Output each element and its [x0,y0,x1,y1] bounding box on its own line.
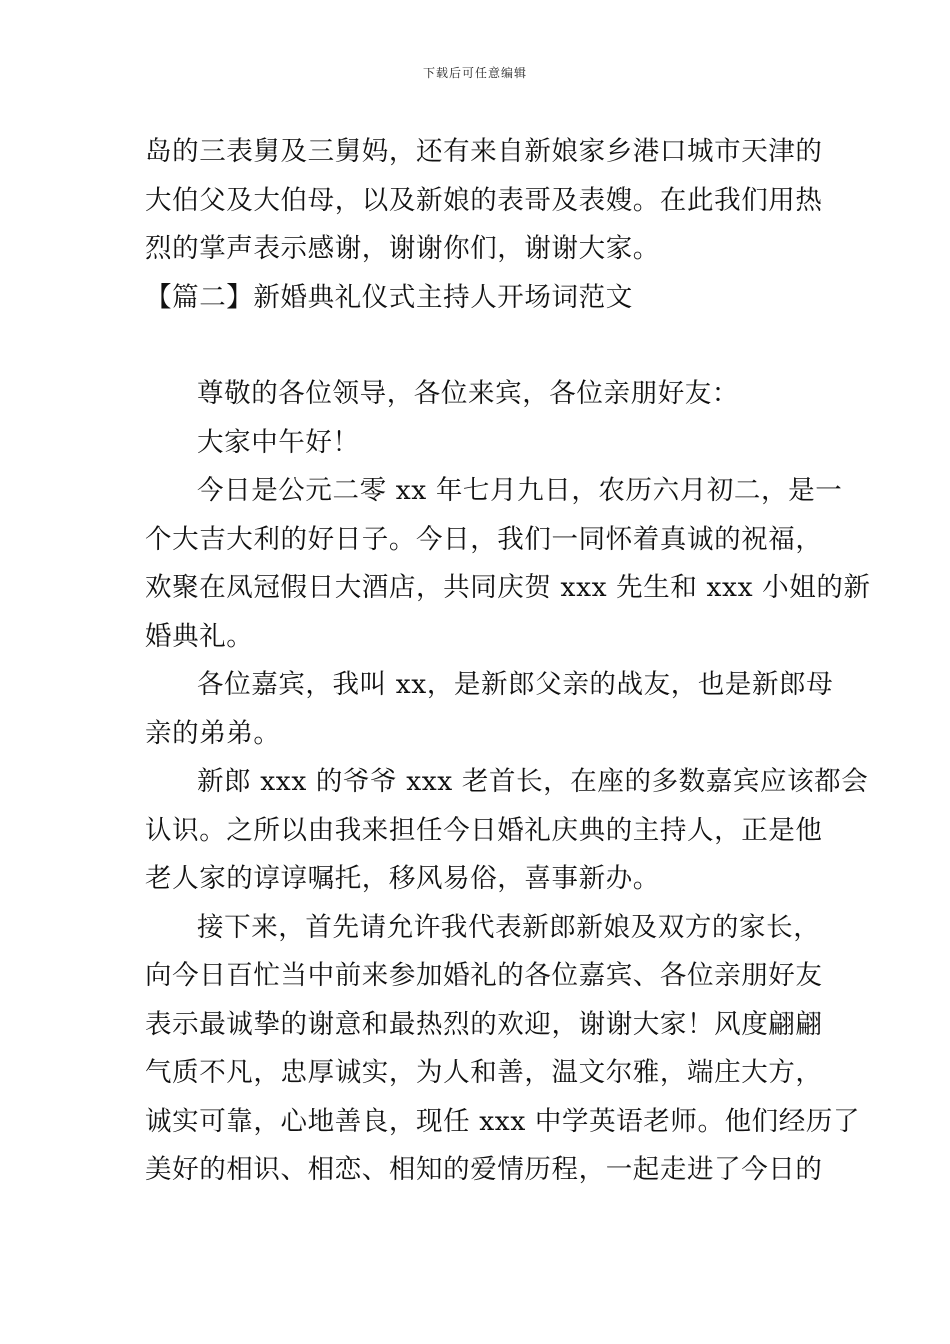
paragraph-line: 气质不凡，忠厚诚实，为人和善，温文尔雅，端庄大方， [145,1057,823,1088]
paragraph-line: 向今日百忙当中前来参加婚礼的各位嘉宾、各位亲朋好友 [145,960,823,991]
document-body [145,128,871,1195]
blank-line [145,322,810,370]
paragraph-line: 各位嘉宾，我叫 xx，是新郎父亲的战友，也是新郎母 [197,669,834,700]
paragraph-line: 个大吉大利的好日子。今日，我们一同怀着真诚的祝福， [145,523,823,555]
paragraph-line: 今日是公元二零 xx 年七月九日，农历六月初二，是一 [197,475,843,506]
paragraph-line: 烈的掌声表示感谢，谢谢你们，谢谢大家。 [145,233,660,264]
page-header: 下载后可任意编辑 [422,66,527,80]
paragraph-line: 欢聚在凤冠假日大酒店，共同庆贺 xxx 先生和 xxx 小姐的新 [145,572,871,603]
paragraph-line: 亲的弟弟。 [145,717,281,749]
paragraph-line: 认识。之所以由我来担任今日婚礼庆典的主持人，正是他 [145,814,823,846]
paragraph-line: 新郎 xxx 的爷爷 xxx 老首长，在座的多数嘉宾应该都会 [197,766,869,797]
paragraph-line: 美好的相识、相恋、相知的爱情历程，一起走进了今日的 [145,1154,823,1185]
paragraph-line: 表示最诚挚的谢意和最热烈的欢迎，谢谢大家！风度翩翩 [145,1008,823,1040]
salutation-line: 尊敬的各位领导，各位来宾，各位亲朋好友： [197,378,739,409]
paragraph-line: 婚典礼。 [145,620,254,652]
greeting-line: 大家中午好！ [197,426,360,458]
paragraph-line: 接下来，首先请允许我代表新郎新娘及双方的家长， [197,911,821,943]
section-heading: 【篇二】新婚典礼仪式主持人开场词范文 [145,281,633,313]
paragraph-line: 大伯父及大伯母，以及新娘的表哥及表嫂。在此我们用热 [145,184,823,216]
paragraph-line: 诚实可靠，心地善良，现任 xxx 中学英语老师。他们经历了 [145,1105,861,1137]
paragraph-line: 老人家的谆谆嘱托，移风易俗，喜事新办。 [145,863,660,894]
paragraph-line: 岛的三表舅及三舅妈，还有来自新娘家乡港口城市天津的 [145,136,823,167]
